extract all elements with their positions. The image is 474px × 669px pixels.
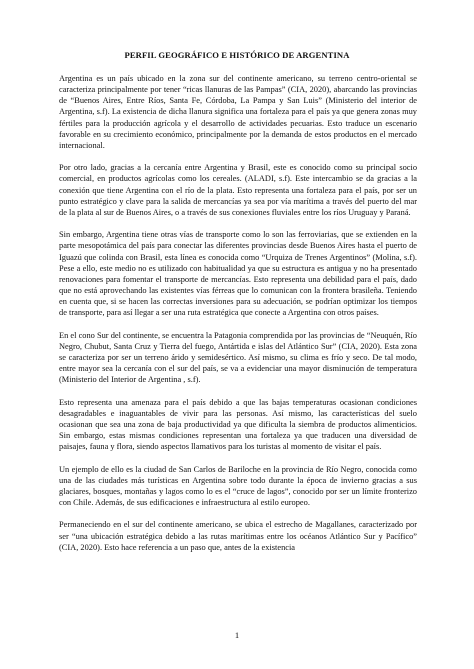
document-title: PERFIL GEOGRÁFICO E HISTÓRICO DE ARGENTINA [124, 50, 350, 60]
paragraph-brasil-trade: Por otro lado, gracias a la cercanía entre Argentina y Brasil, este es conocido como su principal socio comercial, en productos agrícolas como los cereales. (ALADI, s.f). Este intercambio se da gracias a la conexión que tiene Argentina con el río de la plata. Esto representa una fortaleza para el país, por ser un punto estratégico y clave para la salida de mercancías ya sea por vía marítima a través del puerto del mar de la plata al sur de Buenos Aires, o a través de sus conexiones fluviales entre los ríos Uruguay y Paraná. [59, 163, 417, 217]
paragraph-spacer [59, 385, 417, 396]
document-body [59, 73, 417, 553]
paragraph-spacer [59, 319, 417, 330]
paragraph-spacer [59, 452, 417, 463]
paragraph-pampas: Argentina es un país ubicado en la zona sur del continente americano, su terreno centro-oriental se caracteriza principalmente por tener “ricas llanuras de las Pampas” (CIA, 2020), abarcando las provincias de “Buenos Aires, Entre Ríos, Santa Fe, Córdoba, La Pampa y San Luis” (Ministerio del interior de Argentina, s.f). La existencia de dicha llanura significa una fortaleza para el país ya que genera zonas muy fértiles para la producción agrícola y el desarrollo de actividades pecuarias. Esto traduce un escenario favorable en su crecimiento económico, principalmente por la demanda de estos productos en el mercado internacional. [59, 74, 417, 150]
paragraph-magallanes: Permaneciendo en el sur del continente americano, se ubica el estrecho de Magallanes, caracterizado por ser “una ubicación estratégica debido a las rutas marítimas entre los océanos Atlántico Sur y Pacífico” (CIA, 2020). Esto hace referencia a un paso que, antes de la existencia [59, 520, 417, 552]
paragraph-climate-threat: Esto representa una amenaza para el país debido a que las bajas temperaturas ocasionan condiciones desagradables e inaguantables de vivir para las personas. Así mismo, las características del suelo ocasionan que sea una zona de baja productividad ya que dificulta la siembra de productos alimenticios. Sin embargo, estas mismas condiciones representan una fortaleza ya que traducen una diversidad de paisajes, fauna y flora, siendo aspectos llamativos para los turistas al momento de visitar el país. [59, 397, 417, 452]
paragraph-spacer [59, 218, 417, 229]
page-number: 1 [234, 630, 240, 640]
paragraph-spacer [59, 508, 417, 519]
paragraph-bariloche: Un ejemplo de ello es la ciudad de San Carlos de Bariloche en la provincia de Río Negro, conocida como una de las ciudades más turísticas en Argentina sobre todo durante la época de invierno gracias a sus glaciares, bosques, montañas y lagos como lo es el “cruce de lagos”, conocido por ser un límite fronterizo con Chile. Además, de sus edificaciones e infraestructura al estilo europeo. [59, 464, 417, 508]
paragraph-patagonia: En el cono Sur del continente, se encuentra la Patagonia comprendida por las provincias de “Neuquén, Río Negro, Chubut, Santa Cruz y Tierra del fuego, Antártida e islas del Atlántico Sur” (CIA, 2020). Esta zona se caracteriza por ser un terreno árido y semidesértico. Así mismo, su clima es frío y seco. De tal modo, entre mayor sea la cercanía con el sur del país, se va a evidenciar una mayor disminución de temperatura (Ministerio del Interior de Argentina , s.f). [59, 330, 417, 385]
paragraph-railways: Sin embargo, Argentina tiene otras vías de transporte como lo son las ferroviarias, que se extienden en la parte mesopotámica del país para conectar las diferentes provincias desde Buenos Aires hasta el puerto de Iguazú que colinda con Brasil, esta línea es conocida como “Urquiza de Trenes Argentinos” (Molina, s.f). Pese a ello, este medio no es utilizado con habitualidad ya que su estructura es antigua y no ha presentado renovaciones para fomentar el transporte de mercancías. Esto representa una debilidad para el país, dado que no está aprovechando las existentes vías férreas que lo comunican con la frontera brasileña. Teniendo en cuenta que, si se hacen las correctas inversiones para su adecuación, se podrían optimizar los tiempos de transporte, para así llegar a ser una ruta estratégica que conecte a Argentina con otros países. [59, 230, 417, 318]
paragraph-spacer [59, 151, 417, 162]
